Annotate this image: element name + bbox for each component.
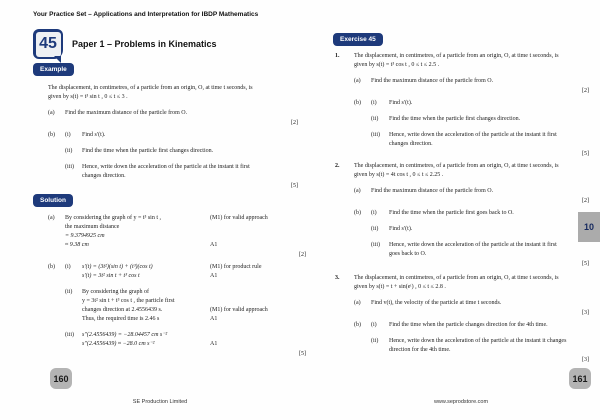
chapter-number-badge (33, 29, 63, 59)
solution-b-ii-line-4: Thus, the required time is 2.46 s (82, 316, 160, 322)
solution-badge: Solution (33, 194, 73, 207)
part-b-ii-text: Find the time when the particle first changes direction. (82, 148, 214, 154)
mark-annotation: A1 (210, 341, 218, 347)
part-b-ii-text: Find the time when the particle first changes direction. (389, 116, 521, 122)
solution-a-label: (a) (48, 215, 55, 221)
solution-working (48, 214, 310, 359)
part-b-i-label: (i) (371, 322, 377, 328)
exercise-badge: Exercise 45 (333, 33, 383, 46)
part-b-iii-text-1: Hence, write down the acceleration of the particle at the instant it first (389, 132, 557, 138)
part-b-label: (b) (354, 100, 361, 106)
solution-b-i-line-2: s′(t) = 3t² sin t + t³ cos t (82, 273, 140, 279)
part-a-marks: [2] (291, 120, 298, 126)
part-b-iii-text-1: Hence, write down the acceleration of the particle at the instant it first (389, 242, 557, 248)
part-a-text: Find the maximum distance of the particle from O. (65, 110, 188, 116)
part-a-label: (a) (48, 110, 55, 116)
question-intro-line-1: The displacement, in centimetres, of a particle from an origin, O, at time t seconds, is (354, 163, 559, 169)
mark-annotation: (M1) for valid approach (210, 215, 268, 221)
question-2 (335, 162, 591, 269)
mark-annotation: A1 (210, 316, 218, 322)
solution-b-ii-row (48, 288, 310, 324)
part-b-ii-text: Find s′(t). (389, 226, 413, 232)
example-badge: Example (33, 63, 74, 76)
question-number: 3. (335, 275, 340, 281)
part-b-label: (b) (48, 132, 55, 138)
part-b-iii-row (48, 163, 302, 181)
part-b-iii-text-2: changes direction. (389, 141, 433, 147)
left-page (30, 0, 315, 420)
part-b-label: (b) (354, 210, 361, 216)
question-intro-line-1: The displacement, in centimetres, of a particle from an origin, O, at time t seconds, is (48, 85, 253, 91)
question-1 (335, 52, 591, 159)
solution-b-iii-row (48, 331, 310, 349)
solution-b-ii-line-1: By considering the graph of (82, 289, 149, 295)
part-b-ii-label: (ii) (65, 148, 73, 154)
part-b-iii-text-2: goes back to O. (389, 251, 427, 257)
question-intro-line-1: The displacement, in centimetres, of a particle from an origin, O, at time t seconds, is (354, 275, 559, 281)
question-3 (335, 274, 591, 365)
question-intro-line-2: given by s(t) = t + sin(eᵗ) , 0 ≤ t ≤ 2.8 . (354, 284, 446, 290)
part-a-marks: [2] (582, 88, 589, 94)
part-b-ii-label: (ii) (371, 338, 379, 344)
solution-a-row (48, 214, 310, 250)
solution-b-ii-line-2: y = 3t² sin t + t³ cos t , the particle first (82, 298, 175, 304)
part-a-text: Find v(t), the velocity of the particle at time t seconds. (371, 300, 502, 306)
question-intro-line-1: The displacement, in centimetres, of a particle from an origin, O, at time t seconds, is (354, 53, 559, 59)
example-question (48, 84, 302, 191)
solution-b-ii-label: (ii) (65, 289, 73, 295)
solution-a-total: [2] (299, 252, 306, 258)
part-a-text: Find the maximum distance of the particle from O. (371, 188, 494, 194)
solution-b-ii-line-3: changes direction at 2.4556439 s. (82, 307, 163, 313)
mark-annotation: (M1) for product rule (210, 264, 262, 270)
solution-b-iii-line-1: s″(2.4556439) = −28.04457 cm s⁻² (82, 332, 168, 338)
mark-annotation: A1 (210, 242, 218, 248)
mark-annotation: (M1) for valid approach (210, 307, 268, 313)
part-b-i-text: Find the time when the particle first goes back to O. (389, 210, 514, 216)
question-intro-line-2: given by s(t) = 4t cos t , 0 ≤ t ≤ 2.25 . (354, 172, 444, 178)
part-b-i-label: (i) (65, 132, 71, 138)
question-number: 1. (335, 53, 340, 59)
running-header: Your Practice Set – Applications and Interpretation for IBDP Mathematics (33, 11, 259, 18)
part-b-ii-label: (ii) (371, 226, 379, 232)
question-intro-line-2: given by s(t) = t³ cos t , 0 ≤ t ≤ 2.5 . (354, 62, 440, 68)
part-b-i-label: (i) (371, 100, 377, 106)
part-b-marks: [3] (582, 357, 589, 363)
part-b-i-text: Find s′(t). (82, 132, 106, 138)
question-intro-line-2: given by s(t) = t³ sin t , 0 ≤ t ≤ 3 . (48, 94, 128, 100)
part-b-iii-label: (iii) (65, 164, 74, 170)
part-b-label: (b) (354, 322, 361, 328)
part-b-i-label: (i) (371, 210, 377, 216)
footer-publisher: SE Production Limited (132, 399, 188, 405)
chapter-heading (33, 29, 217, 59)
part-b-i-text: Find s′(t). (389, 100, 413, 106)
part-a-marks: [3] (582, 310, 589, 316)
part-a-label: (a) (354, 78, 361, 84)
part-a-row (48, 109, 302, 118)
page-number-badge: 160 (50, 368, 72, 389)
part-b-marks: [5] (582, 261, 589, 267)
part-a-label: (a) (354, 300, 361, 306)
part-b-marks: [5] (291, 183, 298, 189)
question-number: 2. (335, 163, 340, 169)
chapter-title: Paper 1 – Problems in Kinematics (72, 39, 217, 49)
part-b-ii-row (48, 147, 302, 156)
part-b-i-text: Find the time when the particle changes direction for the 4th time. (389, 322, 548, 328)
chapter-edge-tab: 10 (578, 212, 600, 242)
part-b-iii-text-1: Hence, write down the acceleration of the particle at the instant it first (82, 164, 250, 170)
solution-b-i-row (48, 263, 310, 281)
solution-a-line-4: ≈ 9.38 cm (65, 242, 89, 248)
part-b-iii-label: (iii) (371, 132, 380, 138)
part-a-text: Find the maximum distance of the particle from O. (371, 78, 494, 84)
footer-website: www.seprodstore.com (433, 399, 489, 405)
mark-annotation: A1 (210, 273, 218, 279)
page-number-badge: 161 (569, 368, 591, 389)
part-b-iii-label: (iii) (371, 242, 380, 248)
solution-b-total: [5] (299, 351, 306, 357)
part-a-marks: [2] (582, 198, 589, 204)
solution-a-line-1: By considering the graph of y = t³ sin t , (65, 215, 162, 221)
part-a-label: (a) (354, 188, 361, 194)
part-b-i-row (48, 131, 302, 140)
solution-a-line-3: = 9.3794925 cm (65, 233, 105, 239)
part-b-marks: [5] (582, 151, 589, 157)
chapter-number: 45 (36, 32, 61, 57)
solution-b-label: (b) (48, 264, 55, 270)
part-b-iii-text-2: changes direction. (82, 173, 126, 179)
solution-b-i-line-1: s′(t) = (3t²)(sin t) + (t³)(cos t) (82, 264, 153, 270)
solution-b-iii-line-2: s″(2.4556439) ≈ −28.0 cm s⁻² (82, 341, 155, 347)
part-b-ii-label: (ii) (371, 116, 379, 122)
solution-b-i-label: (i) (65, 264, 71, 270)
solution-b-iii-label: (iii) (65, 332, 74, 338)
part-b-ii-text-1: Hence, write down the acceleration of the particle at the instant it changes (389, 338, 567, 344)
part-b-ii-text-2: direction for the 4th time. (389, 347, 451, 353)
solution-a-line-2: the maximum distance (65, 224, 120, 230)
right-page (325, 0, 597, 420)
